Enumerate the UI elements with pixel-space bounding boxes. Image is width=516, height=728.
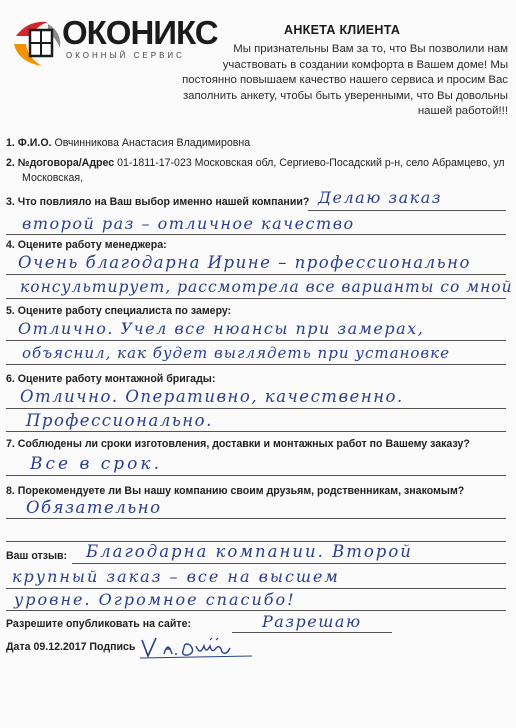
review-label: Ваш отзыв: bbox=[6, 550, 68, 562]
answer-line bbox=[6, 274, 506, 275]
brand-tagline: ОКОННЫЙ СЕРВИС bbox=[66, 51, 185, 60]
review-line-1: Благодарна компании. Второй bbox=[86, 542, 413, 561]
answer-line bbox=[6, 431, 506, 432]
answer-line bbox=[308, 210, 506, 211]
handwritten-signature bbox=[140, 636, 258, 660]
answer-line bbox=[6, 475, 506, 476]
answer-3-line-2: второй раз – отличное качество bbox=[22, 214, 355, 233]
publish-label: Разрешите опубликовать на сайте: bbox=[6, 618, 192, 630]
contract-value-continued: Московская, bbox=[22, 172, 84, 184]
brand-name: ОКОНИКС bbox=[62, 14, 218, 51]
question-3: 3. Что повлияло на Ваш выбор именно нашей компании? bbox=[6, 196, 310, 208]
fio-row bbox=[6, 137, 250, 149]
form-title: АНКЕТА КЛИЕНТА bbox=[284, 23, 401, 37]
answer-line bbox=[6, 588, 506, 589]
answer-7: Все в срок. bbox=[30, 454, 162, 474]
answer-line bbox=[6, 610, 506, 611]
question-4: 4. Оцените работу менеджера: bbox=[6, 239, 167, 251]
answer-8: Обязательно bbox=[26, 498, 162, 517]
answer-4-line-2: консультирует, рассмотрела все варианты со мной bbox=[20, 278, 513, 296]
answer-line bbox=[6, 364, 506, 365]
answer-3-line-1: Делаю заказ bbox=[318, 188, 442, 207]
contract-label: 2. №договора/Адрес bbox=[6, 157, 115, 169]
review-line-2: крупный заказ – все на высшем bbox=[12, 567, 340, 586]
question-6: 6. Оцените работу монтажной бригады: bbox=[6, 373, 216, 385]
answer-line bbox=[6, 408, 506, 409]
answer-line bbox=[6, 298, 506, 299]
answer-6-line-2: Профессионально. bbox=[26, 411, 213, 430]
intro-text: Мы признательны Вам за то, что Вы позволили нам участвовать в создании комфорта в Вашем доме! Мы постоянно повышаем качество нашего сервиса и просим Вас заполнить анкету, чтобы быть уверенными, что Вы довольны нашей работой!!! bbox=[182, 43, 508, 117]
answer-4-line-1: Очень благодарна Ирине – профессионально bbox=[18, 253, 471, 272]
contract-value: 01-1811-17-023 Московская обл, Сергиево-Посадский р-н, село Абрамцево, ул bbox=[117, 157, 505, 169]
answer-line bbox=[72, 563, 506, 564]
fio-label: 1. Ф.И.О. bbox=[6, 137, 52, 149]
answer-line bbox=[6, 518, 506, 519]
answer-6-line-1: Отлично. Оперативно, качественно. bbox=[20, 387, 404, 406]
review-line-3: уровне. Огромное спасибо! bbox=[14, 590, 296, 609]
publish-answer: Разрешаю bbox=[262, 612, 362, 631]
contract-row bbox=[6, 157, 506, 169]
answer-5-line-2: объяснил, как будет выглядеть при установке bbox=[22, 344, 450, 362]
answer-line bbox=[232, 632, 392, 633]
answer-line bbox=[6, 234, 506, 235]
date-signature-label: Дата 09.12.2017 Подпись bbox=[6, 641, 136, 653]
answer-5-line-1: Отлично. Учел все нюансы при замерах, bbox=[18, 319, 425, 338]
question-5: 5. Оцените работу специалиста по замеру: bbox=[6, 305, 232, 317]
question-7: 7. Соблюдены ли сроки изготовления, доставки и монтажных работ по Вашему заказу? bbox=[6, 438, 470, 450]
fio-value: Овчинникова Анастасия Владимировна bbox=[54, 137, 251, 149]
answer-line bbox=[6, 340, 506, 341]
question-8: 8. Порекомендуете ли Вы нашу компанию своим друзьям, родственникам, знакомым? bbox=[6, 485, 465, 497]
